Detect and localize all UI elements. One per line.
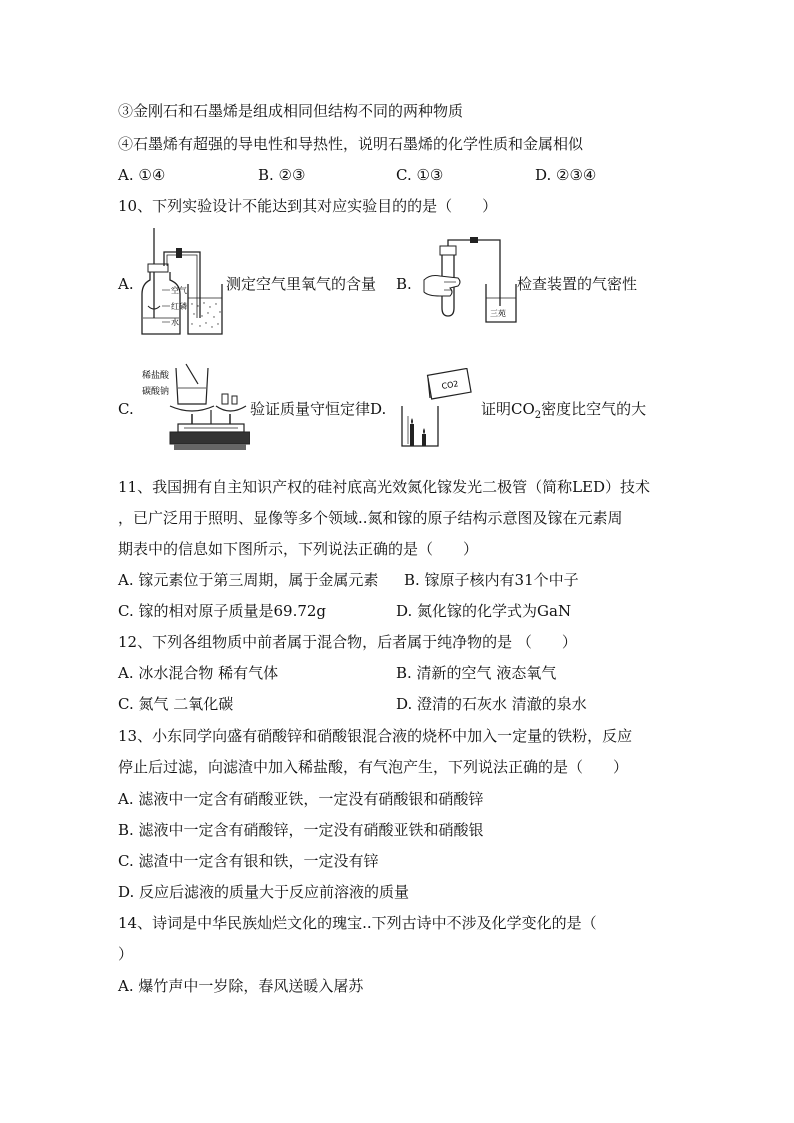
q11-option-c: C. 镓的相对原子质量是69.72g	[118, 602, 327, 620]
q13-option-c: C. 滤渣中一定含有银和铁，一定没有锌	[118, 852, 379, 870]
beaker-water-label: 三苑	[490, 309, 506, 318]
q10-a-label: A.	[118, 275, 134, 293]
q14-stem-line-2: ）	[118, 945, 134, 963]
q12-option-a: A. 冰水混合物 稀有气体	[118, 664, 279, 682]
q14-stem-line-1: 14、诗词是中华民族灿烂文化的瑰宝..下列古诗中不涉及化学变化的是（	[118, 914, 597, 932]
air-label: 空气	[171, 286, 187, 295]
q13-stem-line-2: 停止后过滤，向滤渣中加入稀盐酸，有气泡产生，下列说法正确的是（ ）	[118, 758, 629, 776]
q9-option-a: A. ①④	[118, 166, 166, 184]
q10-a-text: 测定空气里氧气的含量	[226, 275, 377, 293]
q10-stem: 10、下列实验设计不能达到其对应实验目的的是（ ）	[118, 197, 498, 215]
q12-option-d: D. 澄清的石灰水 清澈的泉水	[396, 695, 587, 713]
q14-option-a: A. 爆竹声中一岁除，春风送暖入屠苏	[118, 977, 364, 995]
q11-stem-line-1: 11、我国拥有自主知识产权的硅衬底高光效氮化镓发光二极管（简称LED）技术	[118, 478, 651, 496]
q10-c-text: 验证质量守恒定律D.	[250, 400, 387, 418]
carbonate-label: 碳酸钠	[142, 387, 170, 397]
q9-option-b: B. ②③	[258, 166, 306, 184]
airtightness-check-figure	[420, 236, 520, 326]
q11-option-a: A. 镓元素位于第三周期，属于金属元素	[118, 571, 379, 589]
acid-label: 稀盐酸	[142, 371, 170, 381]
q13-stem-line-1: 13、小东同学向盛有硝酸锌和硝酸银混合液的烧杯中加入一定量的铁粉，反应	[118, 727, 633, 745]
q9-statement-3: ③金刚石和石墨烯是组成相同但结构不同的两种物质	[118, 102, 464, 120]
water-label: 水	[171, 318, 179, 327]
phosphorus-label: 红磷	[171, 302, 187, 311]
q12-option-c: C. 氮气 二氧化碳	[118, 695, 234, 713]
q11-option-d: D. 氮化镓的化学式为GaN	[396, 602, 572, 620]
mass-conservation-balance-figure	[140, 358, 250, 454]
q13-option-d: D. 反应后滤液的质量大于反应前溶液的质量	[118, 883, 410, 901]
q10-b-text: 检查装置的气密性	[517, 275, 638, 293]
oxygen-measurement-apparatus-figure	[140, 226, 226, 344]
q11-stem-line-2: ，已广泛用于照明、显像等多个领域..氮和镓的原子结构示意图及镓在元素周	[118, 509, 623, 527]
q13-option-b: B. 滤液中一定含有硝酸锌，一定没有硝酸亚铁和硝酸银	[118, 821, 484, 839]
q10-c-label: C.	[118, 400, 134, 418]
q10-d-text: 证明$CO_2$密度比空气的大	[481, 400, 647, 421]
q10-b-label: B.	[396, 275, 412, 293]
q12-option-b: B. 清新的空气 液态氧气	[396, 664, 557, 682]
q9-option-c: C. ①③	[396, 166, 444, 184]
co2-bottle-label: CO2	[440, 379, 460, 392]
q9-option-d: D. ②③④	[535, 166, 597, 184]
q13-option-a: A. 滤液中一定含有硝酸亚铁，一定没有硝酸银和硝酸锌	[118, 790, 484, 808]
co2-density-beaker-figure	[398, 368, 478, 448]
q12-stem: 12、下列各组物质中前者属于混合物，后者属于纯净物的是 （ ）	[118, 633, 577, 651]
q9-statement-4: ④石墨烯有超强的导电性和导热性，说明石墨烯的化学性质和金属相似	[118, 135, 584, 153]
q11-option-b: B. 镓原子核内有31个中子	[404, 571, 579, 589]
q11-stem-line-3: 期表中的信息如下图所示，下列说法正确的是（ ）	[118, 540, 479, 558]
